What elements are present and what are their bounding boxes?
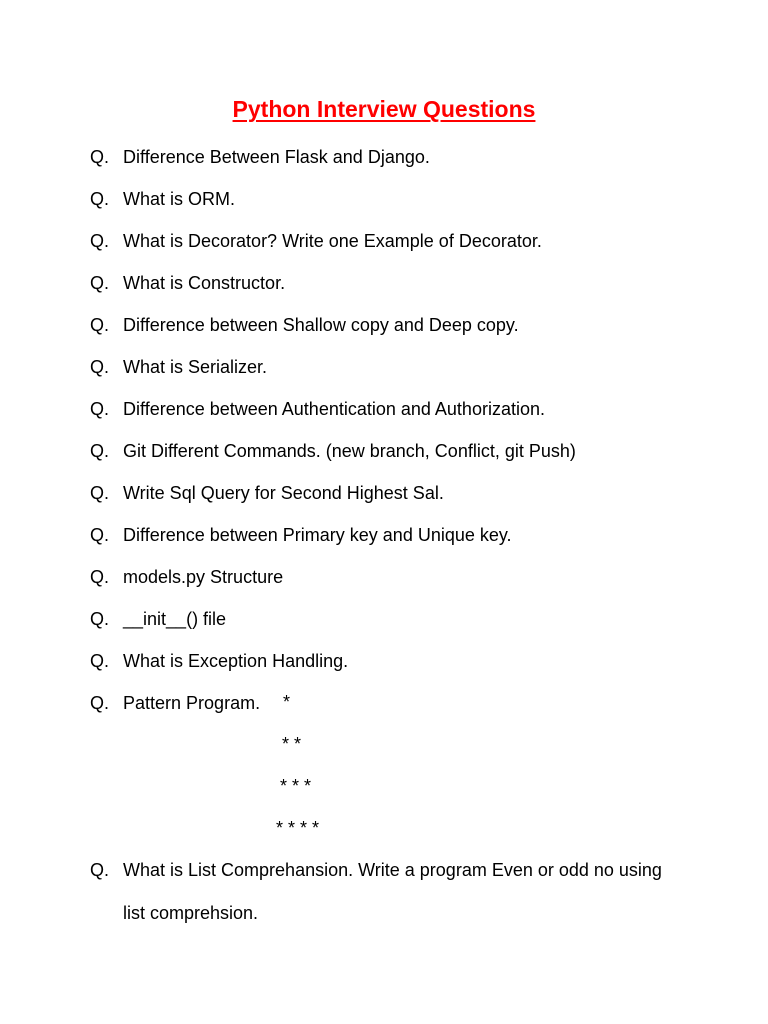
question-item-9: [90, 481, 444, 505]
question-prefix: Q.: [90, 273, 110, 293]
question-item-7: [90, 397, 545, 421]
question-text: What is Decorator? Write one Example of Decorator.: [123, 231, 542, 251]
question-item-15: [90, 858, 662, 882]
question-prefix: Q.: [90, 693, 110, 713]
question-prefix: Q.: [90, 357, 110, 377]
question-item-5: [90, 313, 519, 337]
pattern-row-3: * * *: [280, 776, 312, 796]
pattern-row-4: * * * *: [276, 818, 320, 838]
question-continuation: list comprehsion.: [123, 903, 259, 923]
question-item-12: [90, 607, 226, 631]
question-text: Difference between Primary key and Unique key.: [123, 525, 512, 545]
question-item-14: [90, 691, 260, 715]
question-text: Difference between Shallow copy and Deep copy.: [123, 315, 519, 335]
question-text: What is Exception Handling.: [123, 651, 349, 671]
question-prefix: Q.: [90, 483, 110, 503]
question-item-3: [90, 229, 542, 253]
page-title: Python Interview Questions: [232, 96, 536, 122]
question-prefix: Q.: [90, 441, 110, 461]
question-item-11: [90, 565, 283, 589]
question-item-1: [90, 145, 430, 169]
question-item-6: [90, 355, 267, 379]
question-text: models.py Structure: [123, 567, 284, 587]
question-text: What is Constructor.: [123, 273, 286, 293]
question-prefix: Q.: [90, 399, 110, 419]
pattern-row-2: * *: [282, 734, 302, 754]
question-text: Difference between Authentication and Authorization.: [123, 399, 545, 419]
question-item-2: [90, 187, 235, 211]
question-text: Write Sql Query for Second Highest Sal.: [123, 483, 444, 503]
question-prefix: Q.: [90, 189, 110, 209]
question-item-4: [90, 271, 285, 295]
question-prefix: Q.: [90, 651, 110, 671]
pattern-row-1: *: [283, 692, 291, 712]
question-text: What is Serializer.: [123, 357, 268, 377]
question-text: Git Different Commands. (new branch, Conflict, git Push): [123, 441, 576, 461]
question-prefix: Q.: [90, 609, 110, 629]
question-prefix: Q.: [90, 525, 110, 545]
question-item-8: [90, 439, 576, 463]
question-item-13: [90, 649, 348, 673]
question-text: __init__() file: [123, 609, 227, 629]
question-text: What is List Comprehansion. Write a program Even or odd no using: [123, 860, 662, 880]
question-prefix: Q.: [90, 231, 110, 251]
question-prefix: Q.: [90, 315, 110, 335]
question-item-10: [90, 523, 512, 547]
question-text: Pattern Program.: [123, 693, 261, 713]
question-text: What is ORM.: [123, 189, 236, 209]
question-prefix: Q.: [90, 567, 110, 587]
question-text: Difference Between Flask and Django.: [123, 147, 430, 167]
question-prefix: Q.: [90, 860, 110, 880]
question-prefix: Q.: [90, 147, 110, 167]
